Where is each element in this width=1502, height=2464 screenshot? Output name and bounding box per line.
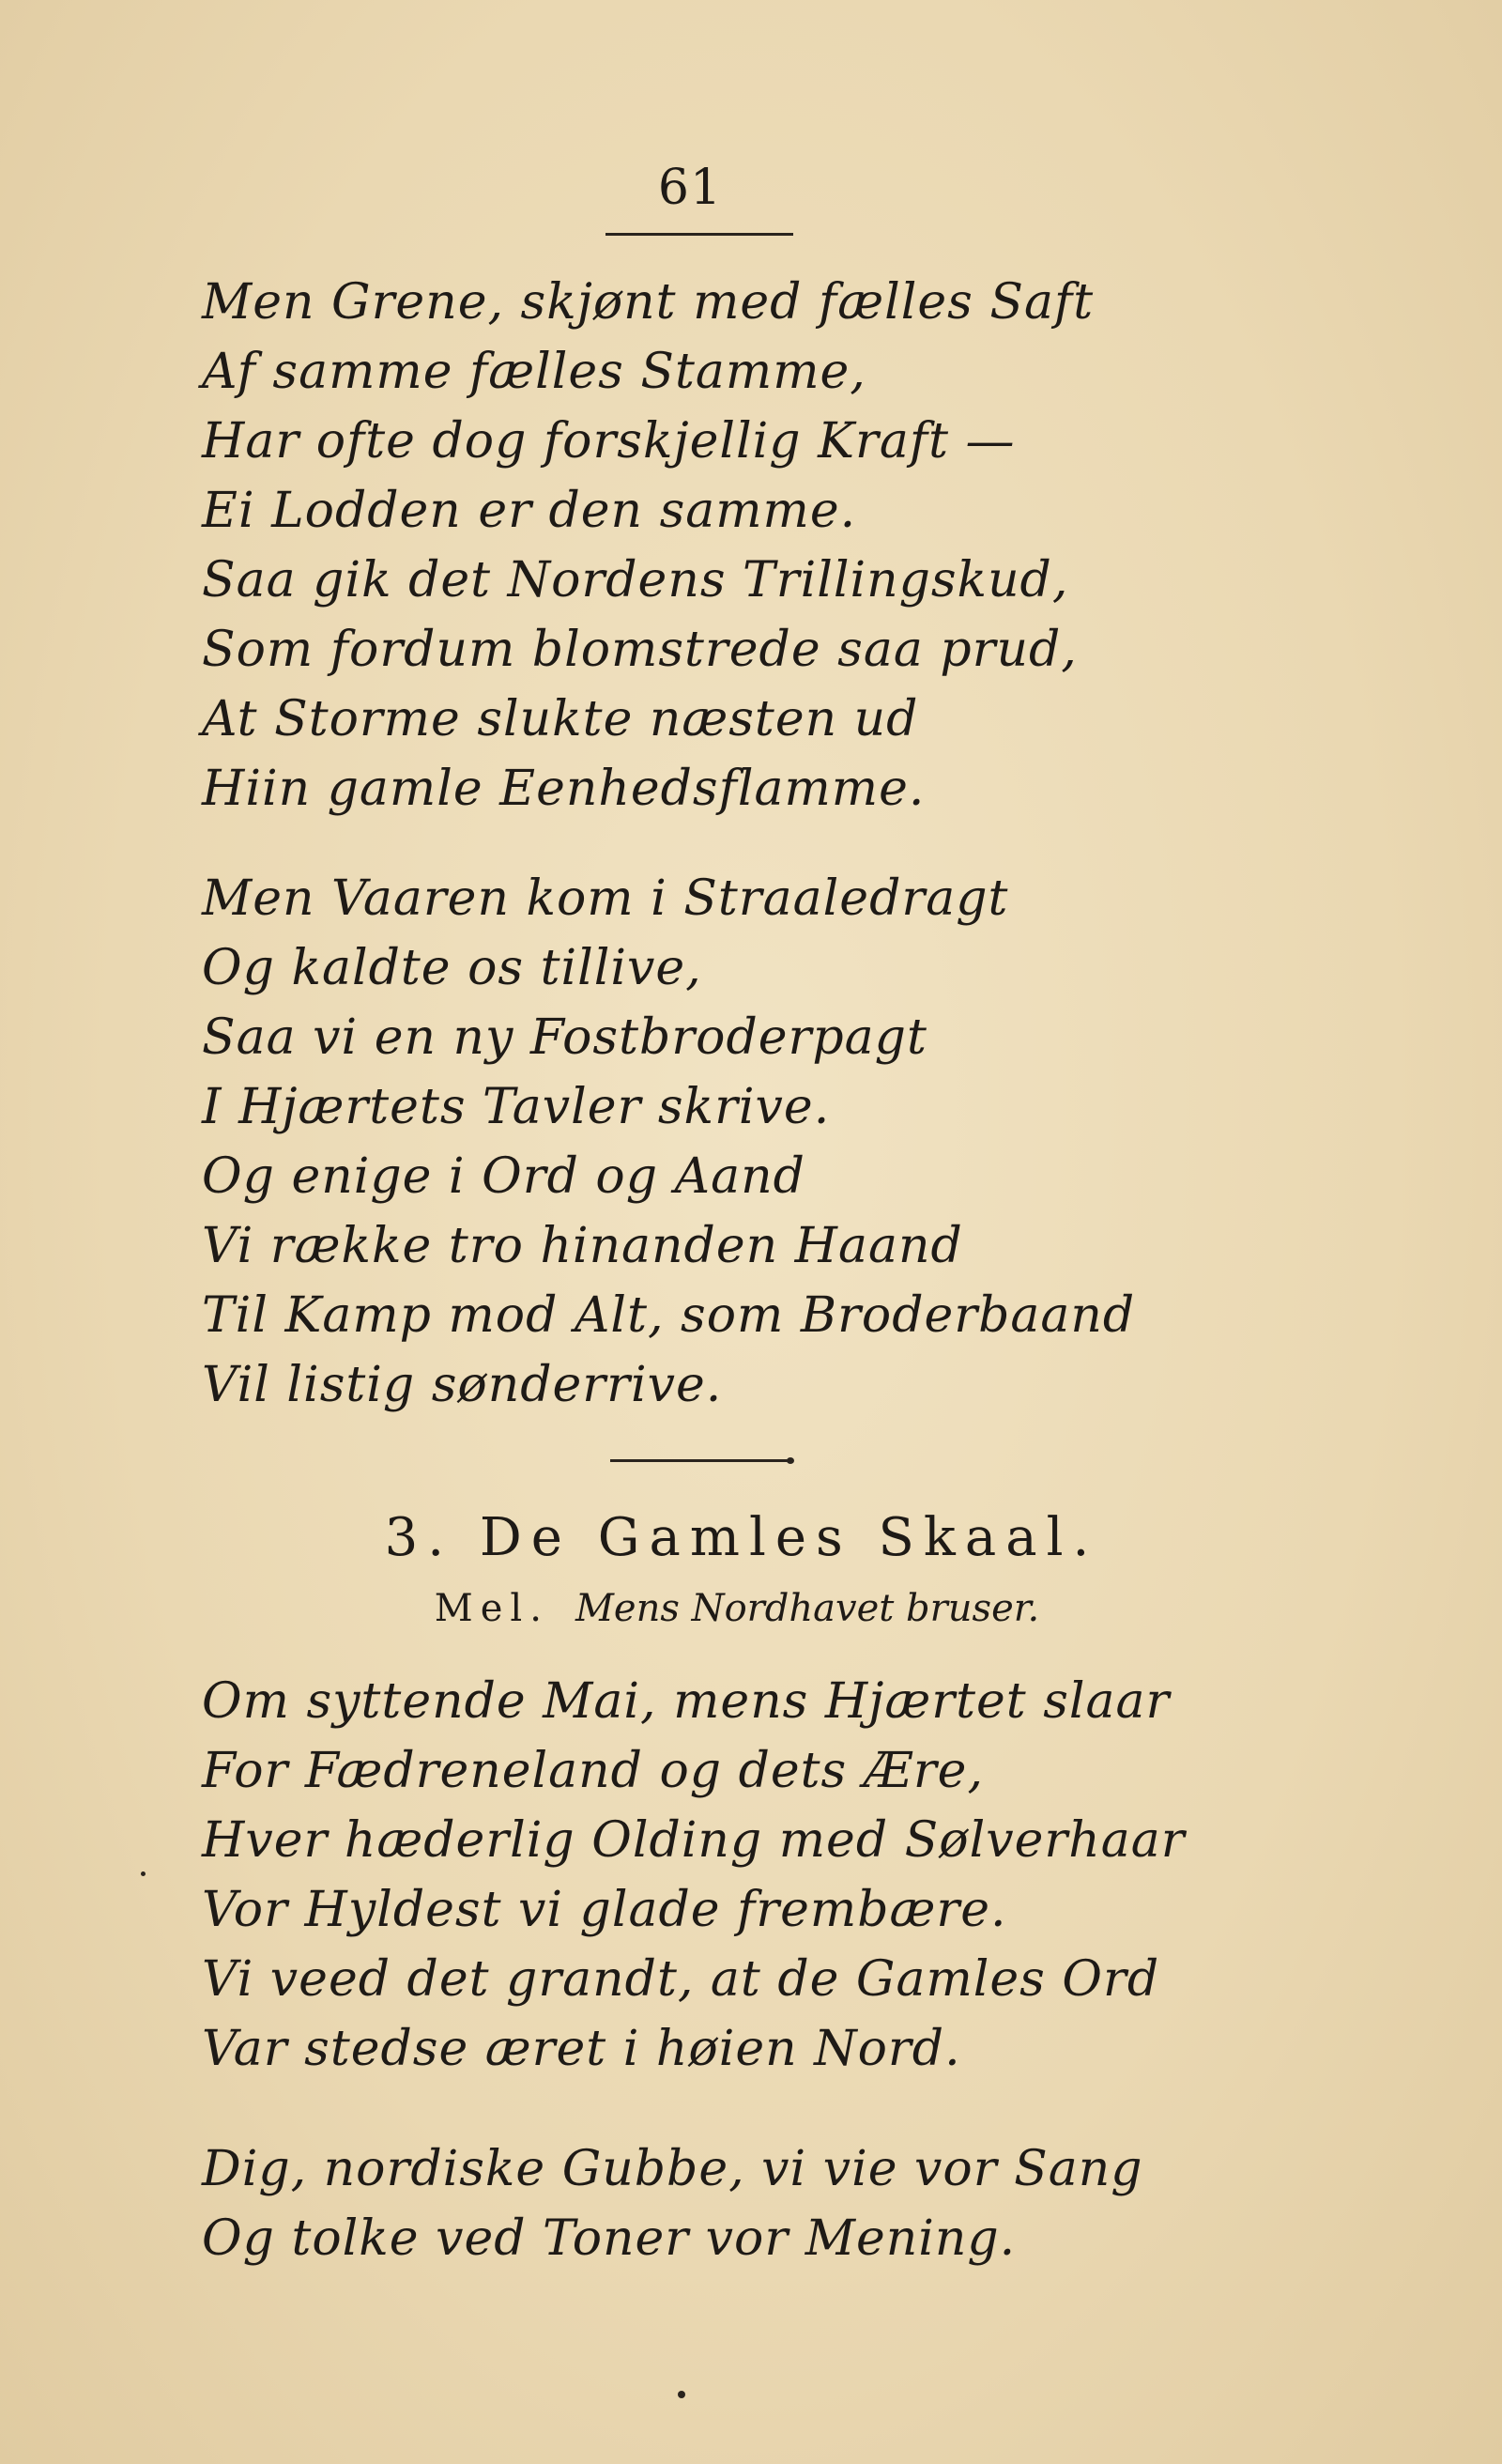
verse-line: Vor Hyldest vi glade frembære. (202, 1882, 1007, 1938)
ink-speck (678, 2391, 685, 2398)
section-divider (610, 1459, 789, 1462)
verse-line: Til Kamp mod Alt, som Broderbaand (202, 1287, 1136, 1344)
verse-line: Af samme fælles Stamme, (202, 344, 866, 400)
verse-line: Men Vaaren kom i Straaledragt (202, 870, 1009, 927)
verse-line: Vil listig sønderrive. (202, 1357, 723, 1413)
verse-line: Var stedse æret i høien Nord. (202, 2021, 961, 2077)
verse-line: Men Grene, skjønt med fælles Saft (202, 274, 1095, 331)
verse-line: Som fordum blomstrede saa prud, (202, 622, 1078, 678)
stanza-1 (202, 268, 1094, 824)
verse-line: Ei Lodden er den samme. (202, 483, 857, 539)
verse-line: Vi veed det grandt, at de Gamles Ord (202, 1951, 1160, 2008)
verse-line: At Storme slukte næsten ud (202, 691, 919, 747)
song-title: 3. De Gamles Skaal. (384, 1507, 1099, 1568)
verse-line: Dig, nordiske Gubbe, vi vie vor Sang (202, 2141, 1143, 2197)
verse-line: Og tolke ved Toner vor Mening. (202, 2210, 1017, 2267)
verse-line: Hver hæderlig Olding med Sølverhaar (202, 1812, 1186, 1869)
verse-line: Saa vi en ny Fostbroderpagt (202, 1009, 927, 1066)
page-number-rule (605, 233, 793, 236)
melody-tune: Mens Nordhavet bruser. (575, 1587, 1040, 1630)
stanza-3 (202, 1667, 1186, 2084)
melody-label: Mel. (434, 1587, 549, 1630)
verse-line: Om syttende Mai, mens Hjærtet slaar (202, 1673, 1171, 1730)
verse-line: Og kaldte os tillive, (202, 940, 702, 996)
stanza-2 (202, 864, 1135, 1420)
melody-note (0, 1587, 1418, 1630)
verse-line: Og enige i Ord og Aand (202, 1148, 805, 1205)
verse-line: Hiin gamle Eenhedsflamme. (202, 761, 926, 817)
verse-line: Har ofte dog forskjellig Kraft — (202, 413, 1016, 470)
stanza-4 (202, 2134, 1143, 2273)
ink-speck (141, 1871, 146, 1876)
page-number: 61 (657, 160, 723, 216)
verse-line: For Fædreneland og dets Ære, (202, 1743, 984, 1799)
verse-line: Saa gik det Nordens Trillingskud, (202, 552, 1069, 608)
verse-line: Vi række tro hinanden Haand (202, 1218, 963, 1274)
verse-line: I Hjærtets Tavler skrive. (202, 1079, 831, 1135)
